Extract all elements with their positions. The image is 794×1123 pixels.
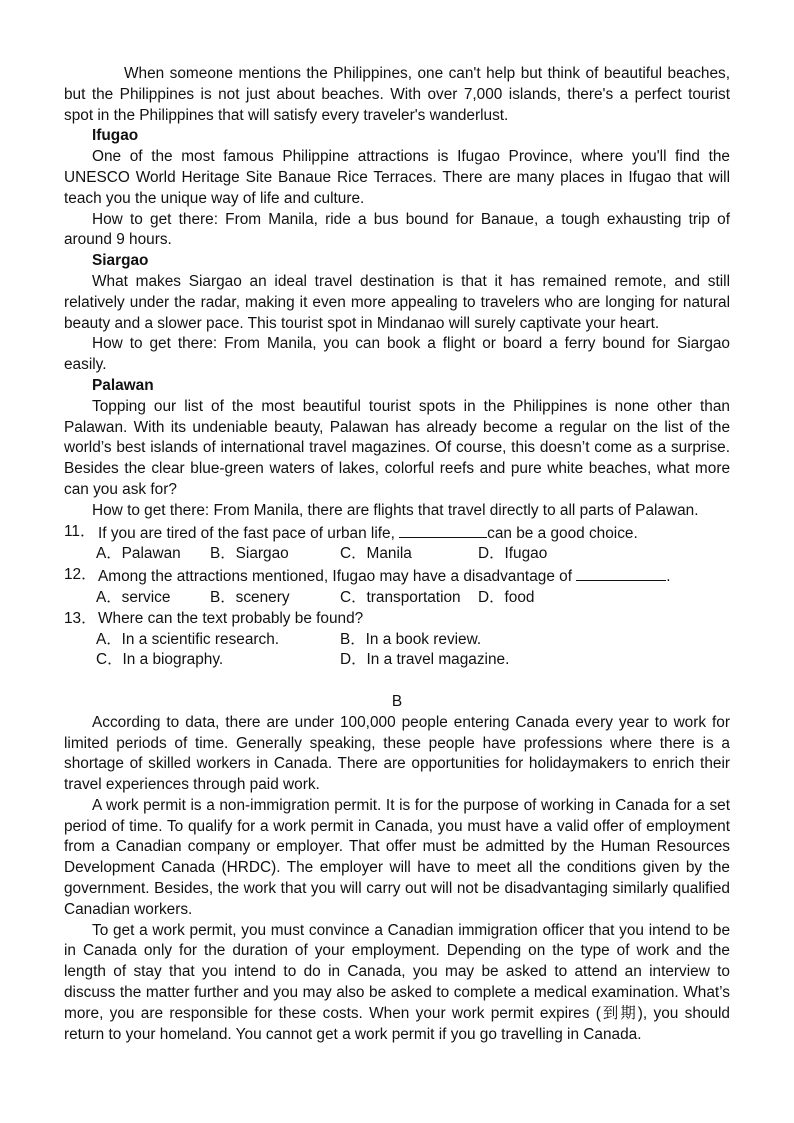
option-d[interactable]: D．food <box>478 588 535 606</box>
answer-blank <box>576 565 666 581</box>
passage-b-paragraph-3: To get a work permit, you must convince a Canadian immigration officer that you intend to be in Canada only for the duration of your employment. Depending on the type of work and the length of stay that you intend to do in Canada, you may be asked to attend an interview to discuss the matter further and you may also be asked to complete a medical examination. What’s more, you are responsible for these costs. When your work permit expires (到期), you should return to your homeland. You cannot get a work permit if you go travelling in Canada. <box>64 921 730 1043</box>
answer-blank <box>399 522 487 538</box>
question-13 <box>64 609 730 630</box>
ifugao-paragraph-2: How to get there: From Manila, ride a bus bound for Banaue, a tough exhausting trip of around 9 hours. <box>64 210 730 249</box>
question-11 <box>64 522 730 545</box>
option-d[interactable]: D．In a travel magazine. <box>340 651 510 669</box>
document-page <box>64 64 730 1045</box>
option-a[interactable]: A．Palawan <box>96 545 181 563</box>
question-11-options <box>64 544 730 565</box>
passage-b-paragraph-1: According to data, there are under 100,000 people entering Canada every year to work for limited periods of time. Generally speaking, these people have professions where there is a shortage of skilled workers in Canada. There are opportunities for holidaymakers to enrich their travel experiences through paid work. <box>64 713 730 794</box>
option-b[interactable]: B．scenery <box>210 588 290 606</box>
ifugao-paragraph-1: One of the most famous Philippine attractions is Ifugao Province, where you'll find the UNESCO World Heritage Site Banaue Rice Terraces. There are many places in Ifugao that will teach you the unique way of life and culture. <box>64 148 730 207</box>
option-a[interactable]: A．In a scientific research. <box>96 630 280 648</box>
question-stem: If you are tired of the fast pace of urban life, can be a good choice. <box>98 522 638 545</box>
question-13-options-row-1 <box>64 630 730 651</box>
palawan-paragraph-2: How to get there: From Manila, there are flights that travel directly to all parts of Palawan. <box>92 501 699 519</box>
passage-b-paragraph-2: A work permit is a non-immigration permit. It is for the purpose of working in Canada for a set period of time. To qualify for a work permit in Canada, you must have a valid offer of employment from a Canadian company or employer. That offer must be admitted by the Human Resources Development Canada (HRDC). The employer will have to meet all the conditions given by the government. Besides, the work that you will carry out will not be disadvantaging similarly qualified Canadian workers. <box>64 796 730 918</box>
question-13-options-row-2 <box>64 650 730 671</box>
palawan-paragraph-1: Topping our list of the most beautiful tourist spots in the Philippines is none other than Palawan. With its undeniable beauty, Palawan has already become a regular on the list of the world’s best islands of international travel magazines. Of course, this doesn’t come as a surprise. Besides the clear blue-green waters of lakes, colorful reefs and pure white beaches, what more can you ask for? <box>64 397 730 498</box>
section-heading-siargao: Siargao <box>92 252 149 270</box>
section-heading-palawan: Palawan <box>92 376 154 394</box>
question-number: 11． <box>64 522 96 540</box>
option-c[interactable]: C．transportation <box>340 588 461 606</box>
question-number: 13． <box>64 609 97 627</box>
question-stem: Among the attractions mentioned, Ifugao may have a disadvantage of . <box>98 565 671 588</box>
question-12 <box>64 565 730 588</box>
passage-b-label: B <box>391 692 403 710</box>
intro-paragraph: When someone mentions the Philippines, one can't help but think of beautiful beaches, but the Philippines is not just about beaches. With over 7,000 islands, there's a perfect tourist spot in the Philippines that will satisfy every traveler's wanderlust. <box>64 65 730 124</box>
option-b[interactable]: B．In a book review. <box>340 630 482 648</box>
section-heading-ifugao: Ifugao <box>92 127 139 145</box>
question-12-options <box>64 588 730 609</box>
siargao-paragraph-1: What makes Siargao an ideal travel destination is that it has remained remote, and still relatively under the radar, making it even more appealing to travelers who are longing for natural beauty and a slower pace. This tourist spot in Mindanao will surely captivate your heart. <box>64 272 730 332</box>
option-c[interactable]: C．Manila <box>340 545 412 563</box>
option-c[interactable]: C．In a biography. <box>96 651 224 669</box>
section-spacer <box>64 671 730 692</box>
option-a[interactable]: A．service <box>96 588 171 606</box>
option-d[interactable]: D．Ifugao <box>478 545 548 563</box>
question-stem: Where can the text probably be found? <box>98 609 364 627</box>
question-number: 12． <box>64 566 97 584</box>
option-b[interactable]: B．Siargao <box>210 545 289 563</box>
siargao-paragraph-2: How to get there: From Manila, you can book a flight or board a ferry bound for Siargao easily. <box>64 335 730 374</box>
